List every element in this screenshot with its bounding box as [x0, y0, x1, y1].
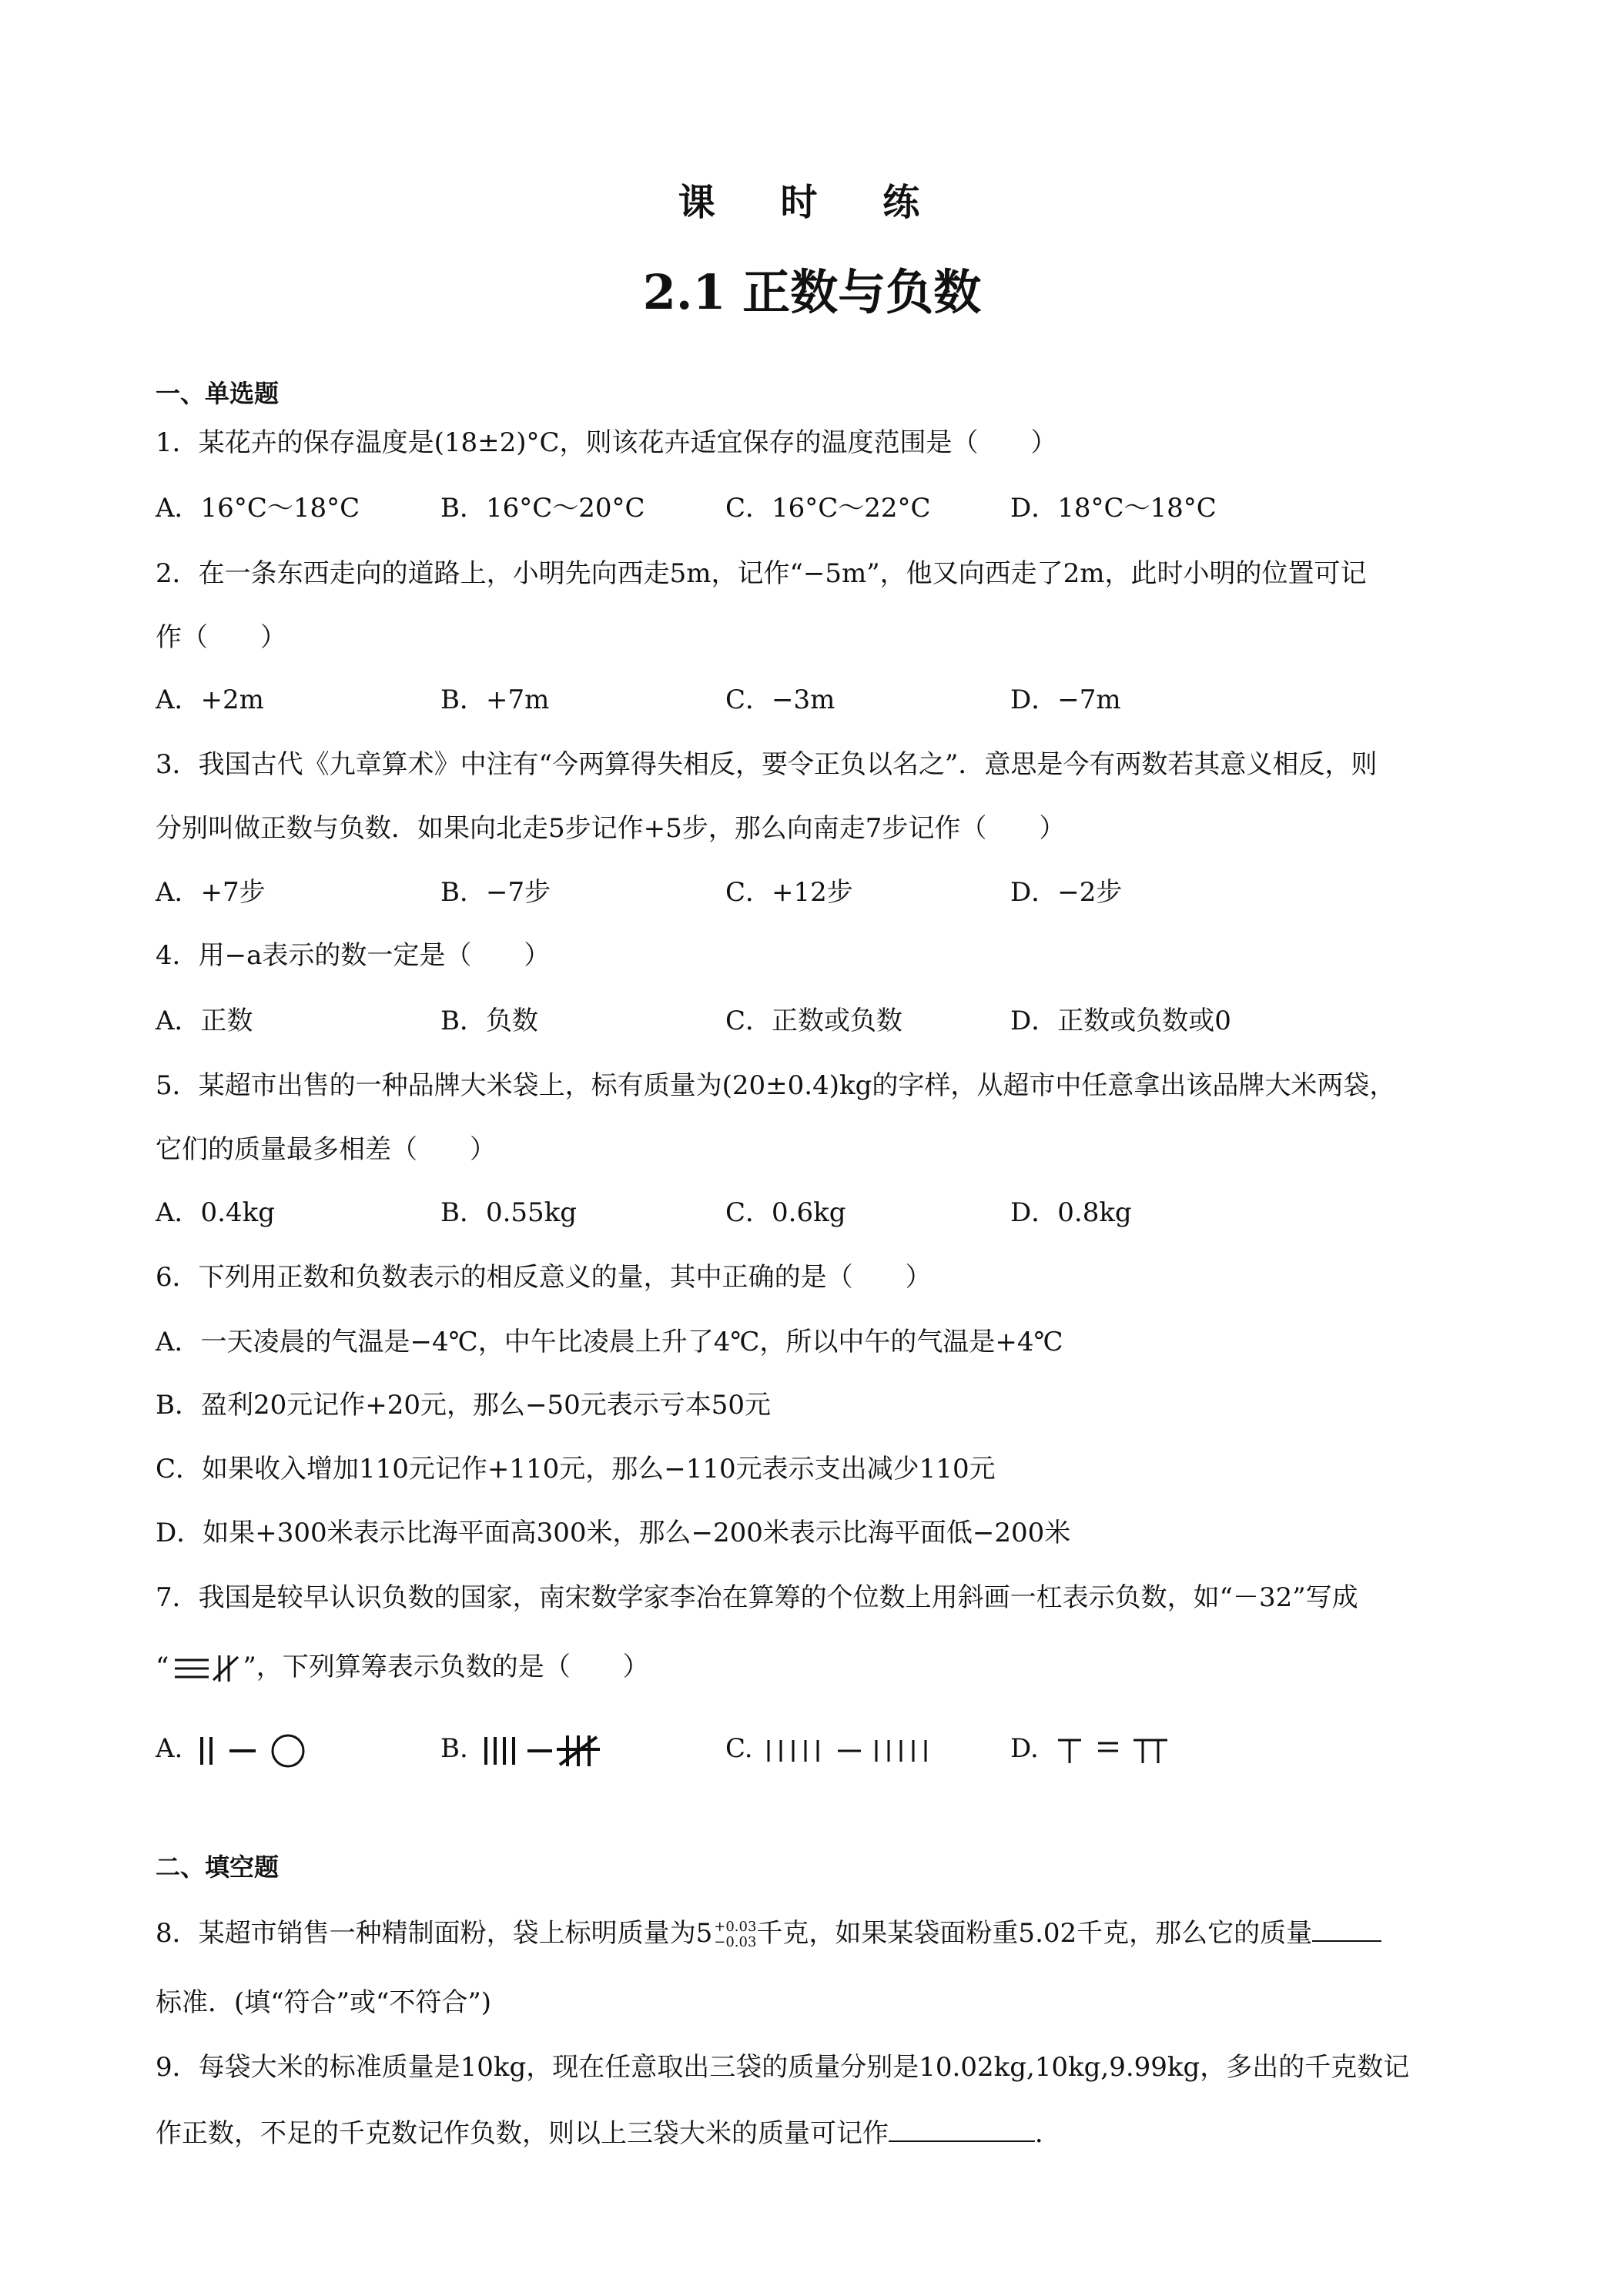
question-2-stem-line2: 作（ ） [156, 622, 286, 653]
q8-tolerance-upper: +0.03 [714, 1919, 757, 1935]
q8-answer-blank[interactable] [1312, 1914, 1381, 1942]
q5-option-a: A．0.4kg [156, 1197, 275, 1228]
rod-numeral-option-b [477, 1731, 646, 1769]
question-9-line2 [156, 2114, 1061, 2151]
rod-numeral-option-c [761, 1731, 946, 1769]
q6-option-b: B．盈利20元记作+20元，那么−50元表示亏本50元 [156, 1390, 772, 1421]
q1-option-b: B．16°C～20°C [440, 493, 645, 524]
question-2-stem-line1: 2．在一条东西走向的道路上，小明先向西走5m，记作“−5m”，他又向西走了2m，此时小明的位置可记 [156, 558, 1367, 589]
q6-option-a: A．一天凌晨的气温是−4℃，中午比凌晨上升了4℃，所以中午的气温是+4℃ [156, 1327, 1063, 1357]
q2-option-a: A．+2m [156, 684, 264, 715]
q3-option-d: D．−2步 [1010, 877, 1123, 908]
rod-numeral-option-a [191, 1731, 314, 1769]
q6-option-c: C．如果收入增加110元记作+110元，那么−110元表示支出减少110元 [156, 1454, 996, 1484]
question-4-stem: 4．用−a表示的数一定是（ ） [156, 940, 551, 971]
lesson-title: 2.1 正数与负数 [642, 264, 982, 320]
question-7-stem-line2 [156, 1649, 649, 1686]
q5-option-b: B．0.55kg [440, 1197, 578, 1228]
question-8-line2: 标准．(填“符合”或“不符合”) [156, 1987, 492, 2018]
q7-option-a-label: A. [156, 1733, 183, 1764]
q7-option-d [1010, 1731, 1178, 1769]
q7-option-c [725, 1731, 946, 1769]
q8-text-b: 千克，如果某袋面粉重5.02千克，那么它的质量 [756, 1918, 1313, 1949]
section-title-fill-blank: 二、填空题 [156, 1853, 280, 1882]
q6-option-d: D．如果+300米表示比海平面高300米，那么−200米表示比海平面低−200米 [156, 1518, 1071, 1548]
q8-tolerance-lower: −0.03 [714, 1934, 757, 1950]
course-label: 课 时 练 [678, 181, 946, 224]
section-title-single-choice: 一、单选题 [156, 379, 280, 408]
q4-option-a: A．正数 [156, 1006, 253, 1036]
q3-option-a: A．+7步 [156, 877, 266, 908]
q7-option-a [156, 1731, 314, 1769]
q4-option-b: B．负数 [440, 1006, 538, 1036]
q1-option-a: A．16°C～18°C [156, 493, 360, 524]
q2-option-b: B．+7m [440, 684, 550, 715]
q4-option-c: C．正数或负数 [725, 1006, 903, 1036]
q7-option-c-label: C. [725, 1733, 753, 1764]
q3-option-b: B．−7步 [440, 877, 551, 908]
q3-option-c: C．+12步 [725, 877, 853, 908]
q8-tolerance [714, 1919, 756, 1950]
q4-option-d: D．正数或负数或0 [1010, 1006, 1231, 1036]
question-7-stem-line1: 7．我国是较早认识负数的国家，南宋数学家李冶在算筹的个位数上用斜画一杠表示负数，如“－32”写成 [156, 1582, 1358, 1613]
question-6-stem: 6．下列用正数和负数表示的相反意义的量，其中正确的是（ ） [156, 1262, 932, 1293]
q5-option-c: C．0.6kg [725, 1197, 846, 1228]
question-8-line1 [156, 1914, 1381, 1951]
question-5-stem-line2: 它们的质量最多相差（ ） [156, 1134, 496, 1165]
q9-end-punct: ． [1035, 2118, 1061, 2149]
q8-text-a: 8．某超市销售一种精制面粉，袋上标明质量为5 [156, 1918, 713, 1949]
q1-option-d: D．18°C～18°C [1010, 493, 1217, 524]
question-1-stem: 1．某花卉的保存温度是(18±2)°C，则该花卉适宜保存的温度范围是（ ） [156, 427, 1057, 458]
q9-text: 作正数，不足的千克数记作负数，则以上三袋大米的质量可记作 [156, 2118, 889, 2149]
rod-numeral-option-d [1047, 1731, 1178, 1769]
question-5-stem-line1: 5．某超市出售的一种品牌大米袋上，标有质量为(20±0.4)kg的字样，从超市中任意拿出该品牌大米两袋， [156, 1070, 1396, 1101]
q7-open-quote: “ [156, 1652, 169, 1682]
q1-option-c: C．16°C～22°C [725, 493, 931, 524]
q5-option-d: D．0.8kg [1010, 1197, 1132, 1228]
q7-option-d-label: D. [1010, 1733, 1039, 1764]
question-9-line1: 9．每袋大米的标准质量是10kg，现在任意取出三袋的质量分别是10.02kg,10kg,9.99kg，多出的千克数记 [156, 2052, 1410, 2083]
question-3-stem-line2: 分别叫做正数与负数．如果向北走5步记作+5步，那么向南走7步记作（ ） [156, 813, 1066, 844]
q2-option-c: C．−3m [725, 684, 835, 715]
q9-answer-blank[interactable] [889, 2114, 1035, 2142]
q7-option-b [440, 1731, 646, 1769]
q7-option-b-label: B. [440, 1733, 468, 1764]
question-3-stem-line1: 3．我国古代《九章算术》中注有“今两算得失相反，要令正负以名之”．意思是今有两数若其意义相反，则 [156, 749, 1378, 780]
q2-option-d: D．−7m [1010, 684, 1121, 715]
q7-stem-rest: ”，下列算筹表示负数的是（ ） [243, 1652, 649, 1682]
rod-numeral-minus-32 [169, 1651, 243, 1686]
